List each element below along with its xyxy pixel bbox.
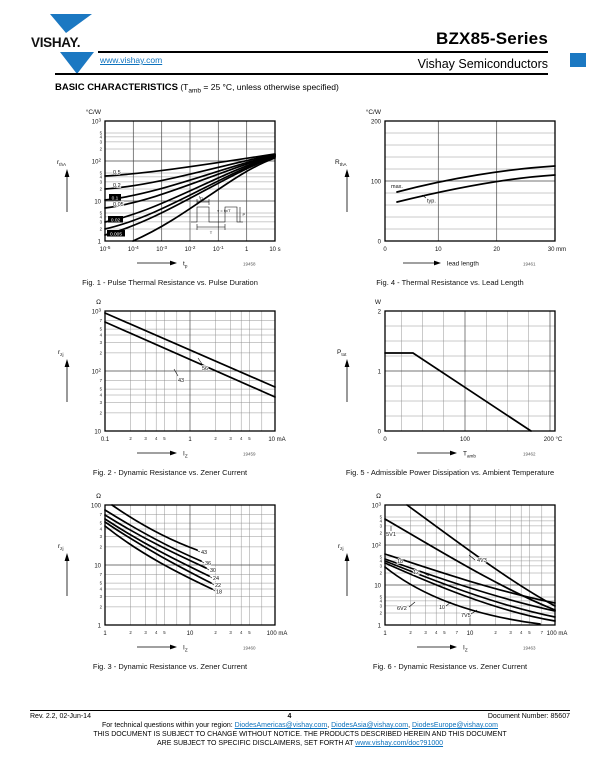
x-minor-tick: 4: [155, 436, 158, 441]
y-tick: 10: [94, 199, 101, 206]
fig1-caption: Fig. 1 - Pulse Thermal Resistance vs. Pulse Duration: [82, 278, 258, 287]
x-minor-tick: 7: [455, 630, 458, 635]
y-minor-tick: 5: [99, 386, 102, 392]
x-minor-tick: 2: [129, 630, 132, 635]
x-tick: $10^{-2}$: [184, 244, 196, 253]
y-axis-arrowhead: [345, 359, 350, 367]
fig3-x-ticks: [103, 630, 287, 637]
fig1-grid: [105, 121, 275, 241]
y-axis-arrowhead: [65, 359, 70, 367]
svg-text:IZ: $I_Z$: [183, 450, 188, 459]
fig2-x-axis-label: [137, 451, 256, 459]
x-minor-tick: 4: [435, 630, 438, 635]
x-tick: $10^{-5}$: [99, 244, 111, 253]
y-minor-tick: 7: [99, 317, 102, 323]
curve-label: 0.005: [109, 232, 123, 238]
y-minor-tick: 3: [379, 523, 382, 529]
contact-prefix: For technical questions within your region:: [101, 722, 235, 729]
x-minor-tick: 4: [520, 630, 523, 635]
curve-label: 43: [177, 378, 185, 384]
x-minor-tick: 3: [229, 630, 232, 635]
svg-text:rzj: $r_{zj}$: [58, 543, 64, 551]
y-axis-arrowhead: [345, 169, 350, 177]
curve-label: 4V3: [477, 558, 487, 564]
y-unit: Ω: [376, 493, 381, 500]
y-tick: 200: [370, 119, 381, 126]
x-tick: 1: [188, 437, 192, 443]
email-link-europe[interactable]: DiodesEurope@vishay.com: [412, 722, 498, 729]
y-tick: 100: [370, 179, 381, 186]
y-tick: 100: [90, 503, 101, 510]
curve-label: 12: [413, 570, 420, 576]
svg-text:RthA: $R_{thA}$: [335, 159, 347, 167]
svg-text:IZ: $I_Z$: [463, 644, 468, 653]
fig5-caption: Fig. 5 - Admissible Power Dissipation vs. Ambient Temperature: [345, 468, 555, 477]
svg-text:lead length: lead length: [447, 260, 479, 268]
svg-text:IZ: $I_Z$: [183, 644, 188, 653]
x-minor-tick: 2: [214, 630, 217, 635]
y-axis-arrowhead: [345, 553, 350, 561]
fig5-x-ticks: [383, 437, 563, 443]
curve-label: 0.2: [113, 183, 121, 189]
revision: Rev. 2.2, 02-Jun-14: [30, 713, 91, 720]
x-tick: 1: [383, 631, 387, 637]
y-minor-tick: 7: [99, 511, 102, 517]
x-minor-tick: 4: [240, 436, 243, 441]
curve-label: 30: [210, 568, 217, 574]
y-minor-tick: 4: [99, 526, 102, 532]
fig2-chart: [45, 296, 295, 466]
footer-disclaimer-line1: THIS DOCUMENT IS SUBJECT TO CHANGE WITHOUT NOTICE. THE PRODUCTS DESCRIBED HEREIN AND THIS DOCUMENT: [93, 731, 507, 738]
fig6-x-ticks: [383, 630, 567, 637]
separator: ,: [408, 722, 413, 729]
curve-label: 36: [205, 561, 212, 567]
x-axis-arrowhead: [450, 451, 457, 456]
fig1-chart: [45, 106, 295, 276]
y-minor-tick: 4: [99, 332, 102, 338]
y-tick: $10^2$: [91, 157, 101, 166]
y-tick: 1: [97, 623, 101, 630]
y-axis-arrowhead: [65, 553, 70, 561]
fig5-y-ticks: [378, 310, 382, 436]
svg-text:rthA: $r_{thA}$: [57, 159, 67, 167]
fig2-x-ticks: [101, 436, 286, 443]
footer-disclaimer-line2: [0, 740, 600, 747]
y-minor-tick: 7: [99, 571, 102, 577]
y-minor-tick: 5: [99, 210, 102, 216]
y-tick: 0: [377, 429, 381, 436]
email-link-americas[interactable]: DiodesAmericas@vishay.com: [234, 722, 328, 729]
y-minor-tick: 4: [379, 518, 382, 524]
y-minor-tick: 4: [99, 214, 102, 220]
x-tick: 20: [493, 247, 501, 253]
fig3-caption: Fig. 3 - Dynamic Resistance vs. Zener Current: [92, 662, 248, 671]
y-tick: 10: [94, 429, 101, 436]
y-tick: 2: [377, 309, 381, 316]
email-link-asia[interactable]: DiodesAsia@vishay.com: [331, 722, 409, 729]
fig1-y-minor-ticks: [100, 131, 103, 232]
graph-id: 19458: [243, 261, 256, 267]
curve-label: 56: [201, 366, 209, 372]
inset-tp-label: tp: [199, 194, 203, 201]
x-minor-tick: 2: [494, 630, 497, 635]
fig6-y-axis-label: [338, 543, 349, 596]
curve-label: 18: [216, 589, 223, 596]
curve-label: 24: [213, 576, 220, 582]
logo-wordmark: VISHAY.: [31, 35, 81, 50]
disclaimer-prefix: ARE SUBJECT TO SPECIFIC DISCLAIMERS, SET FORTH AT: [156, 740, 356, 747]
x-axis-arrowhead: [434, 261, 441, 266]
x-axis-arrowhead: [170, 261, 177, 266]
x-tick: 0: [383, 247, 387, 253]
x-minor-tick: 5: [528, 630, 531, 635]
x-minor-tick: 2: [409, 630, 412, 635]
x-minor-tick: 3: [424, 630, 427, 635]
fig6-curve-labels: [386, 526, 487, 619]
y-unit: W: [374, 299, 381, 306]
curve-label: typ.: [427, 198, 436, 205]
svg-text:Ptot: $P_{tot}$: [337, 349, 347, 357]
x-minor-tick: 3: [144, 436, 147, 441]
fig3-curve-labels: [196, 550, 222, 596]
y-unit: °C/W: [85, 109, 101, 116]
x-tick: 100 mA: [546, 631, 568, 637]
x-tick: 100: [459, 437, 471, 443]
fig2-caption: Fig. 2 - Dynamic Resistance vs. Zener Current: [92, 468, 248, 477]
fig5-chart: [325, 296, 575, 466]
section-cond-sub: amb: [188, 87, 202, 95]
x-minor-tick: 5: [248, 436, 251, 441]
x-tick: 0: [383, 437, 387, 443]
graph-id: 19460: [243, 645, 256, 651]
fig5-y-axis-label: [337, 349, 349, 402]
page-number: 4: [287, 713, 292, 720]
y-tick: $10^2$: [91, 367, 101, 376]
y-tick: 10: [94, 563, 101, 570]
y-minor-tick: 5: [99, 170, 102, 176]
fig6-grid: [385, 505, 555, 625]
y-tick: $10^2$: [371, 541, 381, 550]
y-minor-tick: 3: [379, 563, 382, 569]
y-minor-tick: 3: [99, 139, 102, 145]
y-tick: $10^3$: [91, 117, 101, 126]
curve-label: 7V5: [461, 613, 471, 619]
y-minor-tick: 5: [379, 514, 382, 520]
y-axis-arrowhead: [65, 169, 70, 177]
curve-label: 0.05: [113, 202, 124, 208]
fig1-x-ticks: [100, 245, 281, 253]
curve-label: 0.5: [113, 170, 121, 176]
fig6-chart: [325, 490, 575, 660]
x-minor-tick: 3: [144, 630, 147, 635]
footer-rule: [30, 710, 570, 711]
y-minor-tick: 5: [99, 326, 102, 332]
y-minor-tick: 2: [99, 604, 102, 610]
fig5-curves: [385, 353, 531, 431]
x-minor-tick: 5: [163, 630, 166, 635]
x-minor-tick: 2: [214, 436, 217, 441]
vishay-logo: [30, 14, 110, 78]
inset-duty-formula: ν = tp/T: [217, 208, 231, 213]
y-minor-tick: 2: [379, 610, 382, 616]
y-minor-tick: 4: [99, 134, 102, 140]
curve-label: 18: [397, 559, 404, 565]
x-minor-tick: 5: [443, 630, 446, 635]
curve-label: max.: [391, 184, 403, 190]
y-minor-tick: 2: [99, 186, 102, 192]
logo-triangle-bottom: [60, 52, 94, 74]
y-minor-tick: 5: [379, 594, 382, 600]
fig5-grid: [385, 311, 555, 431]
fig4-x-axis-label: [403, 261, 536, 268]
fig2-grid: [105, 311, 275, 431]
fig4-y-ticks: [371, 120, 382, 246]
y-tick: $10^3$: [91, 307, 101, 316]
fig4-x-ticks: [383, 247, 566, 253]
x-tick: 100 mA: [266, 631, 288, 637]
x-tick: 30 mm: [547, 247, 567, 253]
x-tick: $10^{-4}$: [127, 244, 139, 253]
x-minor-tick: 4: [155, 630, 158, 635]
y-unit: Ω: [96, 493, 101, 500]
x-minor-tick: 3: [509, 630, 512, 635]
y-minor-tick: 4: [379, 558, 382, 564]
svg-text:tp: $t_p$: [183, 260, 188, 269]
x-tick: 10 s: [269, 247, 281, 253]
x-minor-tick: 5: [163, 436, 166, 441]
division-title: Vishay Semiconductors: [417, 57, 548, 71]
y-minor-tick: 3: [99, 593, 102, 599]
vishay-website-link[interactable]: www.vishay.com: [100, 55, 163, 65]
graph-id: 19461: [523, 261, 536, 267]
y-minor-tick: 2: [99, 410, 102, 416]
fig3-grid: [105, 505, 275, 625]
curve-label: 0.1: [111, 196, 119, 202]
y-tick: 0: [377, 239, 381, 246]
x-tick: 1: [103, 631, 107, 637]
fig4-grid: [385, 121, 555, 241]
y-minor-tick: 2: [99, 350, 102, 356]
header-rule-top: [98, 51, 548, 53]
x-tick: 10: [186, 631, 194, 637]
x-tick: 0.1: [100, 437, 110, 443]
y-unit: Ω: [96, 299, 101, 306]
y-minor-tick: 2: [99, 146, 102, 152]
y-minor-tick: 5: [99, 520, 102, 526]
x-tick: 10 mA: [268, 437, 286, 443]
fig3-y-minor-ticks: [100, 512, 103, 610]
x-tick: 200 °C: [543, 437, 563, 443]
y-minor-tick: 3: [99, 339, 102, 345]
header-blue-square: [570, 53, 586, 67]
curve-label: 6V2: [397, 606, 407, 612]
y-minor-tick: 5: [379, 554, 382, 560]
y-minor-tick: 3: [99, 399, 102, 405]
y-minor-tick: 3: [379, 603, 382, 609]
footer-contact-line: [0, 722, 600, 729]
fig6-y-minor-ticks: [380, 515, 383, 616]
x-tick: 10: [466, 631, 474, 637]
curve-label: 0.02: [110, 218, 121, 224]
fig4-curves: [397, 166, 555, 202]
graph-id: 19459: [243, 451, 256, 457]
fig1-y-axis-label: [57, 159, 69, 212]
y-minor-tick: 4: [379, 598, 382, 604]
y-minor-tick: 2: [99, 226, 102, 232]
y-minor-tick: 4: [99, 586, 102, 592]
logo-triangle-top: [50, 14, 92, 33]
fig5-x-axis-label: [417, 451, 536, 459]
fig4-y-axis-label: [335, 159, 349, 212]
fig3-x-axis-label: [137, 645, 256, 653]
x-minor-tick: 7: [540, 630, 543, 635]
header-rule-bottom: [55, 73, 548, 75]
y-minor-tick: 5: [99, 130, 102, 136]
fig4-caption: Fig. 4 - Thermal Resistance vs. Lead Length: [376, 278, 524, 287]
curve-label: 22: [215, 583, 222, 589]
y-unit: °C/W: [365, 109, 381, 116]
y-tick: 1: [97, 239, 101, 246]
svg-text:rzj: $r_{zj}$: [58, 349, 64, 357]
x-minor-tick: 3: [229, 436, 232, 441]
x-axis-arrowhead: [170, 451, 177, 456]
y-minor-tick: 4: [99, 392, 102, 398]
section-title: [55, 82, 339, 95]
y-minor-tick: 5: [99, 580, 102, 586]
y-minor-tick: 2: [379, 530, 382, 536]
fig1-x-axis-label: [137, 261, 256, 269]
separator: ,: [327, 722, 332, 729]
fig6-caption: Fig. 6 - Dynamic Resistance vs. Zener Current: [372, 662, 528, 671]
y-tick: $10^3$: [371, 501, 381, 510]
inset-power-label: P: [242, 212, 246, 217]
graph-id: 19463: [523, 645, 536, 651]
graph-id: 19462: [523, 451, 536, 457]
fig3-chart: [45, 490, 295, 660]
fig6-x-axis-label: [417, 645, 536, 653]
y-tick: 1: [377, 369, 381, 376]
y-minor-tick: 2: [379, 570, 382, 576]
x-axis-arrowhead: [450, 645, 457, 650]
y-minor-tick: 2: [99, 544, 102, 550]
fig2-y-axis-label: [58, 349, 69, 402]
inset-period-label: T: [209, 230, 213, 235]
fig4-chart: [325, 106, 575, 276]
fig3-y-axis-label: [58, 543, 69, 596]
y-tick: 1: [377, 623, 381, 630]
y-minor-tick: 3: [99, 533, 102, 539]
footer-meta-row: [30, 713, 570, 720]
x-tick: $10^{-3}$: [156, 244, 168, 253]
y-minor-tick: 3: [99, 219, 102, 225]
svg-text:rzj: $r_{zj}$: [338, 543, 344, 551]
curve-label: 43: [201, 550, 208, 556]
section-cond-pre: (T: [177, 82, 189, 92]
curve-label: 10: [439, 605, 446, 611]
x-tick: $10^{-1}$: [212, 244, 224, 253]
x-tick: 1: [245, 247, 249, 253]
y-minor-tick: 4: [99, 174, 102, 180]
section-title-bold: BASIC CHARACTERISTICS: [55, 82, 178, 93]
x-tick: 10: [434, 247, 442, 253]
y-minor-tick: 3: [99, 179, 102, 185]
svg-text:Tamb: $T_{amb}$: [463, 450, 476, 459]
x-minor-tick: 2: [129, 436, 132, 441]
x-minor-tick: 4: [240, 630, 243, 635]
section-cond-post: = 25 °C, unless otherwise specified): [201, 82, 339, 92]
y-minor-tick: 7: [99, 377, 102, 383]
x-axis-arrowhead: [170, 645, 177, 650]
x-minor-tick: 5: [248, 630, 251, 635]
disclaimer-doc-link[interactable]: www.vishay.com/doc?91000: [355, 740, 444, 747]
document-number: Document Number: 85607: [487, 713, 570, 720]
page-title: BZX85-Series: [435, 29, 548, 48]
curve-label: 5V1: [386, 532, 396, 538]
y-tick: 10: [374, 583, 381, 590]
